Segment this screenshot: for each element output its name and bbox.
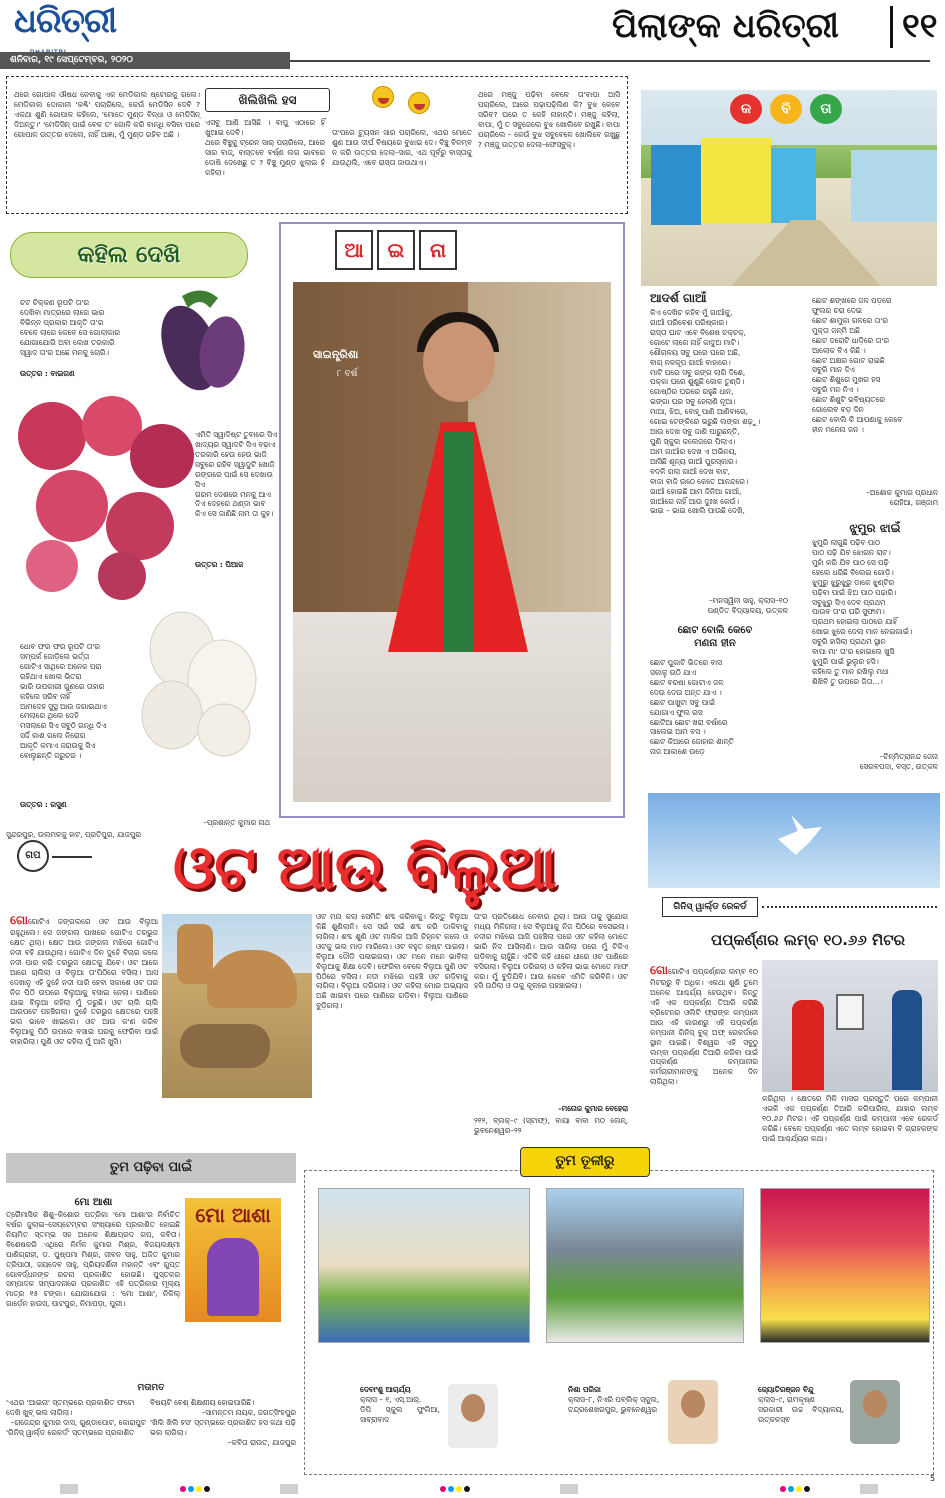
reading-section-header: ତୁମ ପଢ଼ିବା ପାଇଁ xyxy=(6,1153,296,1183)
riddle-3-line: ଆକୃତି କମାଏ ଜରାଉକୁ ସିଏ xyxy=(20,741,96,751)
riddle-1-line: ଚଟ ଚିକ୍କଣ ରୂପଟି ତା'ର xyxy=(20,298,89,307)
page-title xyxy=(612,2,942,50)
opinion-1-author: –ରାଜେନ୍ଦ୍ର କୁମାର ଦାସ, ଗୁଣ୍ଡାପୋଟ, କୋରାପୁଟ xyxy=(10,1417,146,1427)
poem-1-line: ଗାଆଁ ହୋଇଛି ଆମ ଜିନିଆ ଗାଆଁ, xyxy=(650,486,742,496)
book-cover-image xyxy=(185,1198,281,1322)
poem-4-line: ସବୁରି ହାସିଲା ପ୍ରଥମ ସ୍ଥାନ xyxy=(812,637,886,647)
riddle-author: –ପ୍ରଶାନ୍ତ କୁମାର ନାଥ xyxy=(203,818,270,827)
riddle-2-line: ଗରମ ଦେଶରେ ମନକୁ ଆଏ xyxy=(195,489,271,499)
joke-2-para-1: ଏସବୁ ଆଣି ଆସିଛି । ବାପୁ ଏଠାରେ ହିଁ ଖୁଆଇ ଦେବି। xyxy=(205,118,325,137)
story-col-2: ଓଟ ମନା କଲା ସେମିତି ଶବ୍ଦ କରିବାକୁ। କିନ୍ତୁ ବିଲୁଆ କିଛି ଶୁଣିଲାନି। ସେ ସଇଁ ସଇଁ ଶବ୍ଦ କରି ଡାକିବାକୁ ଲାଗିଲା। ଶବ୍ଦ ଶୁଣି ଓଟ ମାଲିକ ଆସି ଚିହ୍ନଟ କଲେ ଓ ଓଟକୁ ଭଲ ମାଡ଼ ମାରିଲେ। ଓଟ ବହୁତ କଷ୍ଟ ପାଇଲା। ବିଲୁଆ ଦୌଡ଼ି ପଳାଇଗଲା। ଓଟ ମନେ ମନେ ଭାବିଲା ବିଲୁଆକୁ ଶିକ୍ଷା ଦେବି। ଫେରିବା ବେଳେ ବିଲୁଆ ପୁଣି ଓଟ ପିଠିରେ ବସିଲା। ନଦୀ ମଝିରେ ପହଞ୍ଚି ଓଟ ଗଡ଼ିବାକୁ ଲାଗିଲା। ବିଲୁଆ ଡରିଗଲା। ଓଟ କହିଲା ମୋର ଅଭ୍ୟାସ ଅଛି ଖାଇବା ପରେ ପାଣିରେ ଗଡ଼ିବା। ବିଲୁଆ ପାଣିରେ ବୁଡ଼ିଗଲା। xyxy=(316,912,468,1011)
riddle-3-line: ଧୋବ ଫର ଫର ରୂପଟି ତା'ର xyxy=(20,642,100,651)
poem-4-line: ଝୁମୁରୁ ଝୁରୁଝୁରୁ ଡାକେ ଝୁଣ୍ଟିର xyxy=(812,577,895,587)
poem-3-line: ସବୁରି ମନ ନିଏ । xyxy=(812,385,859,395)
laughing-face-icon xyxy=(372,86,394,108)
riddle-1 xyxy=(20,298,138,370)
poem-4-line: ଝୁମୁରି ପାଇଁ ଭୁଲୁର ହସି। xyxy=(812,657,879,667)
dropcap: ଗୋ xyxy=(10,913,28,927)
riddle-2-line: ତରକାରି ହେଉ ହେଉ ଭାଜି xyxy=(195,449,267,459)
joke-2-para-2: ଥରେ ବିଞ୍ଚୁକୁ ଟ୍ରେନ ସାର୍ ପଚାରିଲେ, ଆରେ ସାର ବାଜ୍, ବାସ୍ତବେ ବର୍ଷ୍ଣ ଲଗ ଭାବରେ ଦୋଷି ଦେଖେଛୁ ତ ? ବିଞ୍ଚୁ ମୁଣ୍ଡ ଝୁଲାଇ ହଁ କହିଲା। xyxy=(205,137,325,177)
joke-2 xyxy=(205,118,325,210)
poem-3-line: ଛୋଟ ଶିଶୁରେ ମୁଖର ହସ xyxy=(812,375,881,385)
poem-4-line: ବାପା ମା' ତା'ର ହୋଇଲେ ଖୁସି xyxy=(812,647,895,657)
poem-2-line: ଛୋଟ କିଆରେ ଜୋହାର ଶାନ୍ତି xyxy=(650,737,734,747)
guinness-text-1-body: ଗୋଟିଏ ପପ୍‌କର୍ଣ୍ଣର ଲମ୍ବ ୧୦ ମିଟରରୁ ବି ଅଧିକ। ଏକଥା ଶୁଣି ତୁମେ ଅନେକ ଆଶ୍ଚର୍ଯ୍ୟ ହେଉଥିବ। କିନ୍ତୁ ଏହି ଏକ ପପ୍‌କର୍ଣ୍ଣ ତିଆରି କରିଛି ବ୍ରିଟେନର ଓଲିଟି ଫ୍ରାଙ୍କ କମ୍ପାନୀ ଆଉ ଏହି କାରଣରୁ ଏହି ପପ୍‌କର୍ଣ୍ଣ କମ୍ପାନୀ ଗିନିସ୍ ବୁକ୍ ଅଫ୍ ରେକର୍ଡରେ ସ୍ଥାନ ପାଇଛି। ବିଶ୍ୱର ଏହି ସବୁଠୁ ଲମ୍ବା ପପ୍‌କର୍ଣ୍ଣ ତିଆରି କରିବା ପାଇଁ ପପ୍‌କର୍ଣ୍ଣ କମ୍ପାନୀର କର୍ମଚାରୀମାନଙ୍କୁ ଅନେକ ଦିନ ଲାଗିଥିଲା। xyxy=(650,967,758,1087)
riddle-2-answer: ଉତ୍ତର : ପିଆଜ xyxy=(195,560,244,569)
brinjal-image xyxy=(142,278,252,396)
artist-1-class: କ୍ଲାସ – ୧, ଏସ୍.ଆର୍. xyxy=(360,1394,422,1404)
artist-2-school: ଚନ୍ଦ୍ରଶେଖରପୁର, ଭୁବନେଶ୍ୱର xyxy=(568,1404,657,1414)
story-title: ଓଟ ଆଉ ବିଲୁଆ xyxy=(173,833,557,903)
poem-3-line: ଗୋଲେବ ବଡ଼ ଦିନ xyxy=(812,405,864,415)
story-col-1-part1 xyxy=(10,912,158,1152)
riddle-1-line: ସ୍ୱାଦ ତା'ର ଅଛେ ମନକୁ ଚୋରି। xyxy=(20,347,109,357)
guinness-title: ପପ୍‌କର୍ଣ୍ଣର ଲମ୍ବ ୧୦.୬୬ ମିଟର xyxy=(711,931,905,949)
story-tag: ଗପ xyxy=(17,840,49,872)
artist-3-school: ସରକାରୀ ଉଚ୍ଚ ବିଦ୍ୟାଳୟ, ଉତ୍କଳସ୍ଵ xyxy=(758,1404,844,1424)
riddle-2-line: ଏମିତି ସ୍ୱାଦିଷ୍ଟ ତୁବାରେ ସିଏ xyxy=(195,430,278,439)
guinness-text-1 xyxy=(650,962,758,1152)
riddle-3-line: ରହିଥାଏ ଖୋଲ ଭିତରା xyxy=(20,671,82,681)
riddle-1-line: ବିଭିନ୍ନ ପ୍ରକାର ଆକୃତି ତା'ର xyxy=(20,317,104,327)
poem-3-line: ଛୋଟ ଅକ୍ଷର ଗୋଟ ରାଇଛି xyxy=(812,355,885,365)
poem-2-body xyxy=(650,658,780,780)
joke-1-text: ଥରେ ଗୋପାଳ ଔଷଧ ନେବାକୁ ଏକ ମେଡିକାଲ ଷ୍ଟୋରକୁ ଗଲେ। ମେଡିକାଲ ଦୋକାନୀ 'କଣ୍ଢି' ପଚାରିଲେ, କେଉଁ ମେଡିସିନ ଦେବି ? ଏକଥା ଶୁଣି ଗୋପାଳ କହିଲେ, 'ମୋତେ ମୁଣ୍ଡ ବିନ୍ଧା ଓ ମେଡିସିନ୍ ଦିଅନ୍ତୁ।' 'ମେଡିସିନ୍ ପାଇଁ ବେଳ ତ' ଗୋଳି କରି ବାନ୍ଧି ବସିବା ପରେ ଗୋପାଳ ଉତ୍ତର ଦେଲେ, ନାହିଁ ଆଜ୍ଞା, ମୁଁ ମୁଣ୍ଡ ରହିବ ଅଛି । xyxy=(14,90,200,139)
drawings-title: ତୁମ ତୂଳୀରୁ xyxy=(520,1147,650,1177)
artist-3-caption xyxy=(758,1385,844,1424)
poem-3-line: ଆଲୋକ ବିଏ କିଛି । xyxy=(812,345,866,355)
poem-1-line: ରାସ୍ତା ଘାଟ ଏବେ ବିଶେଷ ଚକ୍ଚକ୍, xyxy=(650,327,746,337)
poem-1-line: ପୁଣି ସ୍କୁଲ କଲେଜରେ ପିଲାଏ। xyxy=(650,436,736,446)
print-registration-strip xyxy=(0,1474,945,1498)
poem-1-line: ଗୋଟେ ଲାଗେ ନାହିଁ କାଦୁଅ ମାଟି। xyxy=(650,337,740,347)
opinions-right xyxy=(150,1398,296,1478)
poem-2-title: ଛୋଟ ବୋଲି କେବେ ମଣନା ହୀନ xyxy=(677,625,753,650)
header-rule xyxy=(290,60,930,62)
poem-3-byline xyxy=(812,488,938,510)
riddle-2 xyxy=(195,430,285,558)
poem-1-line: ଭାଇ – ଭାଇ ଖୋଲି ପାଉଛି ଦେଖି, xyxy=(650,506,745,516)
poem-1-line: ଗୋଇ ଟେଙ୍କିରେ ଭରୁଛି ଲଙ୍କା ଶଢ଼ୁ। xyxy=(650,417,761,427)
artist-1-caption xyxy=(360,1385,440,1424)
poem-4-body xyxy=(812,538,942,748)
opinion-4: 'ଖିଲି ଖିଲି ହସ' ସ୍ତମ୍ଭରେ ପ୍ରକାଶିତ ହସ କଥା ପଢ଼ି ଭଲ ଲାଗିଲା। xyxy=(150,1417,296,1437)
poem-3-body xyxy=(812,296,942,451)
story-tag-rule xyxy=(52,856,92,858)
poem-3-line: ଛୋଟ ଶିଶୁଟି ଭବିଷ୍ୟତରେ xyxy=(812,395,885,405)
poem-1-line: ମାଟି ଘରେ ସବୁ ରଙ୍ଗ ଲାଗି ଦିଶେ, xyxy=(650,367,746,377)
opinion-3: ବିଷୟଟି ବେଶ୍ ଶିକ୍ଷଣୀୟ ହୋଇପାରିଛି। xyxy=(150,1398,255,1407)
poem-4-line: ପଢ଼ିବା ପାଇଁ ଝିଅ ପାଠ ପଢାରି। xyxy=(812,587,897,597)
poem-1-line: ଆସିଛି ଶୂନ୍ୟ ଗାଆଁ ପୁରସ୍କାର। xyxy=(650,456,737,466)
story-col-1-text: ଗୋଟିଏ ଜଙ୍ଗଲରେ ଓଟ ଆଉ ବିଲୁଆ ରହୁଥିଲେ। ସେ ଜଙ୍ଗଲ ପାଖରେ ଗୋଟିଏ ତରଭୁଜ କ୍ଷେତ ଥିଲା। କ୍ଷେତ ଆଉ ଜଙ୍ଗଲ ମଝିରେ ଗୋଟିଏ ନଦୀ ବହି ଯାଉଥିଲା। ଗୋଟିଏ ଦିନ ଦୁହେଁ ବିଚାର କଲେ ନଦୀ ପାର କରି ତରଭୁଜ କ୍ଷେତକୁ ଯିବେ। ଓଟ ଆଗେ ଆଗେ ଚାଲିଲା ଓ ବିଲୁଆ ତା'ପିଠିରେ ବସିଲା। ଆସ ଦେଖାନୁ ଏହି ଦୁହେଁ ନଦୀ ପାରି ହେବା ସକାଶେ ଓଟ ତାର ନିଜ ପିଠି ଉପରେ ବିଲୁଆକୁ ବସାଇ ନେଲା। ପାଣିରେ ଯାଇ ବିଲୁଆ କହିଲା ମୁଁ ଡରୁଛି। ଓଟ ଚାଲି ଚାଲି ଆରପଟେ ପହଞ୍ଚିଗଲା। ଦୁହେଁ ତରଭୁଜ କ୍ଷେତରେ ପହଞ୍ଚି ଭଲ ଭାବେ ଖାଇଲେ। ଓଟ ଆଉ କ'ଣ କରିବ ବିଲୁଆକୁ ପିଠି ଉପରେ ବସାଇ ଘରକୁ ଫେରିବା ପାଇଁ ବାହାରିଲା। ପୁଣି ଓଟ କହିଲା ମୁଁ ଆଜି ଖୁସି। xyxy=(10,917,158,1047)
poem-2-line: ଦେଉ ଦେଉ ଅନ୍ତ ଯାଏ । xyxy=(650,687,722,697)
page-num-footer: 5 xyxy=(930,1474,936,1483)
poem-2-line: ନାଜ ଆକାଶେ ଉଡ଼େ xyxy=(650,747,705,757)
opinion-4-author: –କବିତା ରାଉତ, ଯାଜପୁର xyxy=(227,1437,296,1447)
mirror-letter-1: ଆ xyxy=(335,230,373,270)
painting-3 xyxy=(760,1188,930,1343)
riddle-2-line: ରଙ୍ଗରେ ପାଇଁ ସେ ଦେଖାଉ ସିଏ xyxy=(195,469,273,489)
logo-text: ଧରିତ୍ରୀ xyxy=(14,1,117,41)
artist-2-caption xyxy=(568,1385,664,1415)
child-age: ୮ ବର୍ଷ xyxy=(337,369,358,379)
poem-1-line: ଭଙ୍ଗା ଘର ସବୁ ହେଲାଣି ନୂଆ। xyxy=(650,397,736,407)
poem-3-line: ଛୋଟ ଶଙ୍ଖରେ ଜଳ ପଡ଼ରେ xyxy=(812,296,892,305)
riddle-3-line: ମସଲାରେ ସିଏ ସବୁଠି ଗନ୍ଧି ଦିଏ xyxy=(20,721,107,731)
poem-1-line: ଶୌଚାଳୟ ସବୁ ଘରେ ଘରେ ଅଛି, xyxy=(650,347,741,357)
poem-1-line: ପକ୍କା ଘରେ ଶୁଣୁଛି କୋଳ ତୁଣ୍ଡି। xyxy=(650,377,745,387)
dotted-rule xyxy=(762,906,937,908)
poem-1-body xyxy=(650,308,790,598)
garlic-image xyxy=(132,590,262,760)
poem-3-line: ଫୁଲର ଚରା ଦେଇ xyxy=(812,305,862,315)
riddle-3-line: ଭାରି ଉପକାରୀ ଗୁଣରେ ତାହାର xyxy=(20,681,105,691)
poem-1-line: ଗାଆଁରେ ନାହିଁ ଆଉ ଦୁଃଖ କେଉଁ। xyxy=(650,496,739,506)
artist-3-name: ଜ୍ୟୋତିରଞ୍ଜନ ବିନ୍ଦୁ xyxy=(758,1385,814,1394)
poem-1-line: କିଏ ଦେଖିଚ କହିବ ମୁଁ ଗାଆଁକୁ, xyxy=(650,308,733,317)
mirror-letter-2: ଇ xyxy=(377,230,415,270)
artist-2-name: ନିଶା ପରିଜା xyxy=(568,1385,601,1394)
poem-4-place: ସେରବପଦା, ବସ୍ତ, ଉତ୍କଳ xyxy=(859,761,938,771)
poem-2-line: ଛୋଟ ବରଷା ଗୋଟାଏ ଜଳ xyxy=(650,677,724,687)
riddle-3-line: ସର୍ଦ୍ଦି କାଶ ଗଲେ ନିରୋଗ xyxy=(20,731,86,741)
poem-4-line: ସବୁଝୁରୁ ସିଏ ଦେବ ପ୍ରଥମ xyxy=(812,597,886,607)
poem-2-line: ଛୋଟିଆ ଛୋଟ ଖରା ବର୍ଷାରେ xyxy=(650,717,728,727)
painting-2 xyxy=(546,1188,744,1343)
camel-jackal-image xyxy=(162,914,312,1098)
poem-1-author: –ମନସ୍ୱିନୀ ସାହୁ, କ୍ଲାସ–୧୦ xyxy=(708,596,788,605)
poem-2-line: ଛୋଟ ପାଖୁଟା ସବୁ ପାଇଁ xyxy=(650,697,716,707)
riddle-3-answer: ଉତ୍ତର : ରସୁଣ xyxy=(20,800,67,809)
artist-3-photo xyxy=(850,1380,900,1444)
poem-4-title: ଝୁମୁର ଝାଇଁ xyxy=(849,521,901,535)
poetry-letter-1: କ xyxy=(730,94,762,124)
poem-3-line: ହୀନ ମନେନା ଜନ । xyxy=(812,424,864,434)
riddle-3-line: ଗୋଟିଏ ସାଥିରେ ଅନେକ ପରା xyxy=(20,661,102,671)
poem-3-line: ମୁକ୍ତା ଜନ୍ମି ଅଛି xyxy=(812,325,860,335)
poem-3-line: ଛୋଟ ଶାମୁକା ଗଳରେ ତା'ର xyxy=(812,315,888,325)
opinion-2: 'ଗିନିସ୍ ୱାର୍ଲ୍ଡ ରେକର୍ଡ' ସ୍ତମ୍ଭରେ ପ୍ରକାଶିତ xyxy=(6,1427,135,1437)
poem-1-line: ବାଜା ବାଜି ଉଠେ କେତେ ଆନନ୍ଦରେ। xyxy=(650,476,749,486)
popcorn-factory-photo xyxy=(762,960,938,1092)
date-bar: ଶନିବାର, ୧୯ ସେପ୍ଟେମ୍ବର, ୨୦୨୦ xyxy=(0,52,290,69)
poem-1-school: ପଣ୍ଡିତ ବିଦ୍ୟାଳୟ, ଉତ୍କଳ xyxy=(707,605,788,615)
child-name: ସାଇନ୍ତ୍ରିଶା xyxy=(313,348,359,361)
artist-3-class: କ୍ଲାସ–୯, ରାମକୃଷ୍ଣ xyxy=(758,1394,815,1404)
story-col-3: ତା'ର ପ୍ରତିଶୋଧ ନେବାର ଥିଲା। ଆଉ ତାକୁ ସୁଯୋଗ ମଧ୍ୟ ମିଳିଗଲା। ସେ ବିଲୁଆକୁ ନିଜ ପିଠିରେ ବସେଇଲା। ନଦୀର ମଝିରେ ଆସି ପହଞ୍ଚିଲା ପରେ ଓଟ କହିଲା ମୋତେ ଭାରି ନିଦ ଆସିଲାଣି। ଆଉ ସାରିଲା ପରେ ମୁଁ ଟିକିଏ ଗଡ଼ିବାକୁ ଚାହୁଁଛି। ଏତିକି କହି ଧୀରେ ଧୀରେ ଓଟ ପାଣିରେ ବସିଗଲା। ବିଲୁଆ ଡରିଗଲା ଓ କହିଲା ଭାଇ ମୋତେ ମାଫ କର। ମୁଁ ବୁଡ଼ିଯିବି। ଆଉ କେବେ ଏମିତି କରିବିନି। ଓଟ ହସି ଉଠିଲା ଓ ତାକୁ କୂଳରେ ପହଞ୍ଚାଇଲା। xyxy=(474,912,628,991)
poem-2-line: ସାଲେଇ ଆମ ବସ । xyxy=(650,727,706,737)
riddle-1-line: ଦେଖିବା ମାତ୍ରରେ ଲାଗେ ଭାର xyxy=(20,307,105,317)
opinions-left xyxy=(6,1398,146,1478)
poem-1-line: ବଦଳି ଗଲା ଗାଆଁ ଦେଖ ବାଟ, xyxy=(650,466,731,476)
poem-1-line: ଗାଆଁ ପରିବେଶ ପରିଷ୍କାର। xyxy=(650,317,728,327)
poem-4-line: ଝୁମୁରି ଲାଗୁଛି ପଢ଼ିବ ପାଠ xyxy=(812,538,880,547)
poem-2-line: ଛୋଟ ପୁକାଟି ଭିତରେ ବାସ xyxy=(650,658,722,667)
title-divider xyxy=(890,6,893,48)
mirror-title xyxy=(335,230,460,272)
riddle-2-line: କିଏ ସେ ଜାଣିଛି ନାମ ତା କୁହ। xyxy=(195,509,274,519)
riddle-1-answer: ଉତ୍ତର : ବାଇଗଣ xyxy=(20,369,75,378)
poem-3-line: ସବୁରି ମାନ ଦିଏ xyxy=(812,365,855,375)
artist-2-photo xyxy=(668,1380,718,1444)
poem-4-line: ଖୋଇ ଝୁରେ ଦେଲା ମାନ ନେଇଗାଇଁ। xyxy=(812,627,913,637)
opinion-1: 'ଏଥର 'ଆଇନା' ସ୍ତମ୍ଭରେ ପ୍ରକାଶିତ ଫଟୋ ଦେଖି ଖୁବ୍ ଭଲ ଲାଗିଲା। xyxy=(6,1398,135,1417)
joke-1 xyxy=(14,90,200,210)
riddle-3-line: ସମ୍ପର୍କ ଜୋଡ଼ିଲେ ଭର୍ତ୍ତା xyxy=(20,651,90,661)
poem-4-line: କହିଲେ ତୁ ମାନ ରଖିଲୁ ମଧା xyxy=(812,666,889,676)
artist-1-school: ଡିପି ସ୍କୁଲ ଫୁଲିଆ, ସାବ୍ରାବାଦ xyxy=(360,1404,440,1424)
riddle-title-banner xyxy=(10,232,248,278)
book-title: ମୋ ଆଶା xyxy=(74,1197,113,1208)
artist-1-name: ଦେବାଂଶୁ ଆଚାର୍ଯ୍ୟ xyxy=(360,1385,411,1394)
riddle-address: ସୁନ୍ଦରପୁର, ଉଲମଳକୁ ହାଟ, ପ୍ରତିପୁର, ଯାଜପୁର xyxy=(6,830,142,839)
dove-image xyxy=(648,793,940,888)
poem-3-line: ଛୋଟ ଦରୋଟି ଧାଡ଼ିରେ ତା'ର xyxy=(812,335,890,345)
riddle-2-line: ସବୁରେ ରହିବ ସ୍ୱାଦୁଟି ଖୋଜି xyxy=(195,459,275,469)
page-title-text: ପିଲାଙ୍କ ଧରିତ୍ରୀ xyxy=(612,6,839,46)
newspaper-logo xyxy=(14,1,194,44)
opinions-header: ମତାମତ xyxy=(137,1383,165,1393)
joke-3 xyxy=(332,128,472,210)
poem-1-line: ବାଗ୍ ନଳକୂପ ଗାଆଁ ବାହାରେ। xyxy=(650,357,731,367)
poem-3-line: ଛୋଟ ବୋଲି କି ଆପଣାକୁ କେବେ xyxy=(812,415,903,425)
riddle-3-line: ବୋଲୁଛନ୍ତି ଜରୁଚର । xyxy=(20,751,82,761)
riddle-2-line: ଦିଏ ଦେହରେ ଥଣ୍ଡା ଭାବ xyxy=(195,499,266,509)
story-author: –ମନୋଜ କୁମାର ବେହେରା xyxy=(557,1104,628,1113)
poem-1-line: ମାଆ, ଝିଅ, ବୋହୂ ପାଣି ଆଣିବାରେ, xyxy=(650,407,748,417)
poem-4-byline xyxy=(812,752,938,774)
poem-2-line: ଯୋଗାଏ ଫୁଲ ରସ xyxy=(650,707,703,717)
riddle-2-line: ଖାଦ୍ୟର ସ୍ୱାଦଟି ସିଏ ବଢ଼ାଏ xyxy=(195,439,276,449)
book-cover-title: ମୋ ଆଶା xyxy=(195,1203,271,1227)
story-address: ୨୧୨, ବ୍ଲକ୍–୯ (ସ୍ଟାଫ୍), ବାୟା ବାବା ମଠ ଲେନ୍, ଭୁବନେଶ୍ୱର–୨୨ xyxy=(474,1116,628,1135)
guinness-dropcap: ଗୋ xyxy=(650,963,668,977)
poem-4-author: –ଚିନ୍ମିତ୍ରାନନ୍ଦ ଜେନା xyxy=(879,752,938,761)
riddle-3-line: କହିଲେ ସରିବ ନାହିଁ xyxy=(20,691,71,701)
riddle-1-line: ବେଳେ ଲାଗେ କେବେ ସେ ଗୋଲାକାର xyxy=(20,327,120,337)
poem-1-byline xyxy=(668,596,788,618)
poetry-title xyxy=(730,94,850,124)
poetry-letter-2: ବି xyxy=(770,94,802,124)
opinion-3-author: –ସାମନ୍ତମ ନାୟକ, ଜଗତ୍‌ସିଂହପୁର xyxy=(201,1407,296,1417)
riddle-1-line: ଯୋଗାଯୋଗି ଅବା ଲେଖ ତରକାରି xyxy=(20,337,115,347)
painting-1 xyxy=(318,1188,530,1343)
artist-1-photo xyxy=(448,1384,498,1448)
poem-3-author: –ଅଶୋକ କୁମାର ପ୍ରଧାନ xyxy=(866,488,938,497)
page-number: ୧୧ xyxy=(902,6,938,46)
jokes-title: ଖିଲିଖିଲି ହସ xyxy=(205,88,330,112)
mirror-letter-3: ନା xyxy=(419,230,457,270)
joke-4-text: ଥରେ ମଞ୍ଜୁ ପଢ଼ିବା ବେଳେ ତା'ବାପା ଆସି ପଚାରିଲେ, ଆରେ ପଢ଼ାପଢ଼ିଲିଣ କି? ବୁଝ କେବେ ସରିବ? ଘରେ ତ କେହି ନାହାନ୍ତି। ମଞ୍ଜୁ କହିଲା, ବାପା, ମୁଁ ତ ସବୁଜେଲେ ବୁଝ ଖୋଲିବେ ରଖୁଛି। ବାପା ପଚାରିଲେ – କେଉଁ ବୁଝ ସବୁବେଳେ ଖୋଲିବେ ରଖୁଛୁ ? ମଞ୍ଜୁ ଉତ୍ତର ଦେଲା–ଫେସ୍‌ବୁକ୍। xyxy=(478,90,620,149)
onion-image xyxy=(12,396,192,586)
poem-2-line: ସକାଳୁ ଉଠି ଯାଏ xyxy=(650,667,696,677)
artist-2-class: କ୍ଲାସ–୮, ନିଏରି ପବ୍ଲିକ୍ ସ୍କୁଲ, xyxy=(568,1394,660,1404)
poem-1-line: ଗୋଷ୍ଠିର ଘରରେ ରହୁଛି ଧାନ, xyxy=(650,387,734,397)
poem-1-line: ଆଉ ଦେଖ ସବୁ ଜାଣି ପାରୁଛନ୍ତି, xyxy=(650,427,740,437)
guinness-text-2: କରିଥିଲା । କ୍ଷେତରେ ମିଳି ମାସର ପ୍ରସ୍ତୁତି ପରେ କମ୍ପାନୀ ଏଭଳି ଏକ ପପ୍‌କର୍ଣ୍ଣ ତିଆରି କରିପାରିଲା, ଯାହାର ଲମ୍ବ ୧୦.୬୬ ମିଟର। ଏହି ପପ୍‌କର୍ଣ୍ଣ ପାଇଁ କମ୍ପାନୀ ଏବେ ରେକର୍ଡ କରିଛି। ବେଳେ ପପ୍‌କର୍ଣ୍ଣ ଏତେ ଲମ୍ବ ହୋଇବା ବି ଗ୍ରାହକଙ୍କ ପାଇଁ ଆଶ୍ଚର୍ଯ୍ୟର କଥା। xyxy=(762,1094,938,1143)
poetry-letter-3: ତା xyxy=(810,94,842,124)
riddle-3 xyxy=(20,642,138,802)
riddle-3-line: ମେଲାରେ ଥିଲେ ଦେହି xyxy=(20,711,79,721)
poem-4-line: ଶିଖିବି ତୁ ଉପରେ ଜିତା...। xyxy=(812,676,883,686)
guinness-label: ଗିନିସ୍ ୱାର୍ଲ୍ଡ ରେକର୍ଡ xyxy=(662,897,758,917)
poem-4-line: ପାଉବ ତା'ର ଘରି ସୁଫାମ। xyxy=(812,607,885,617)
poem-1-title: ଆଦର୍ଶ ଗାଆଁ xyxy=(650,291,707,305)
poem-1-line: ଆମ ଗାଆଁର ଦେଖ ଏ ଅଭିନୟ, xyxy=(650,446,737,456)
poem-4-line: ପାଠ ପଢ଼ି ଯିବ ଝୋଗନ ଚାଟ। xyxy=(812,547,891,557)
book-review: ତ୍ରୈମାସିକ ଶିଶୁ–କିଶୋର ପତ୍ରିକା 'ମୋ ଆଶା'ର ନିର୍ବାଚିତ ବର୍ଷର ଜୁଲାଇ–ସେପ୍ଟେମ୍ବର ସଂଖ୍ୟାରେ ପ୍ରକାଶିତ ହୋଇଛି ନିୟମିତ ସ୍ତମ୍ଭ ସହ ଅନେକ ଶିକ୍ଷାପ୍ରଦ ଗପ, କବିତା। ବିଶେଷକରି ଏଥିରେ ନିର୍ମଳ କୁମାର ମିଶ୍ର, ବିଜୟଲକ୍ଷ୍ମୀ ପାଣିଗ୍ରାହୀ, ଡ. ପୁଷ୍ପମା ମିଶ୍ର, ଜୀବନ ସାହୁ, ଅଜିତ କୁମାର ତ୍ରିପାଠୀ, ଜୟଦେବ ସାହୁ, ପ୍ରିୟଦର୍ଶିନୀ ମହାନ୍ତି ଏବଂ ଗୁପ୍ତ ଗୋବର୍ଦ୍ଧନଙ୍କ ରଚନା ପ୍ରକାଶିତ ହୋଇଛି। ପୁସ୍ତକର ସମ୍ପାଦକ ସମ୍ପାଦନାରେ ପ୍ରକାଶିତ ଏହି ପତ୍ରିକାର ମୂଲ୍ୟ ମାତ୍ର ୧୫ ଟଙ୍କା। ଯୋଗାଯୋଗ : 'ମୋ ଆଶା', ନିକିଲ୍ ଗାର୍ଡ଼େନ ହାଉସ, ପାଟପୁର, ନିମାପଡ଼ା, ପୁରୀ। xyxy=(6,1210,180,1309)
poem-4-line: ହେଲେ ଧରିଛି ବିଲେଇ ଗୋଡ଼ି। xyxy=(812,567,894,577)
joke-4 xyxy=(478,90,620,210)
poem-3-place: ରୋହିଆ, ଗଞ୍ଜାମ xyxy=(889,497,938,507)
poem-4-line: ମୁହାଁ କରି ଯିବ ପାଠ ସେ ପଢ଼ି xyxy=(812,557,889,567)
laughing-face-icon-2 xyxy=(408,92,430,114)
riddle-title: କହିଲ ଦେଖି xyxy=(77,242,181,268)
poem-4-line: ପ୍ରଥମ ହୋଇଲା ପାଠରେ ଯାହିଁ xyxy=(812,617,898,627)
joke-3-text: ତା'ପରେ ଟ୍ୟୁସନ ସାର ପଚାରିଲେ, ଏଥର ମୋତେ ଶୁଣ ଆଉ ଦୀର୍ଘ ବିଷୟରେ ବୁଝାଇ ଦେ। ବିଞ୍ଚୁ ବିଳମ୍ବ ନ କରି ଉତ୍ତର ଦେଲା–ସାର, ଏଥ ପୂର୍ବରୁ ବାସ୍ତାକୁ ଯାଉଥିଲି, ଏବେ ରାସ୍ତା ଜାଉଥାଏ। xyxy=(332,128,472,167)
riddle-3-line: ଆମଦେହ ସୁସ୍ଥ ଆଉ ଜଗାଇଥାଏ xyxy=(20,701,107,711)
